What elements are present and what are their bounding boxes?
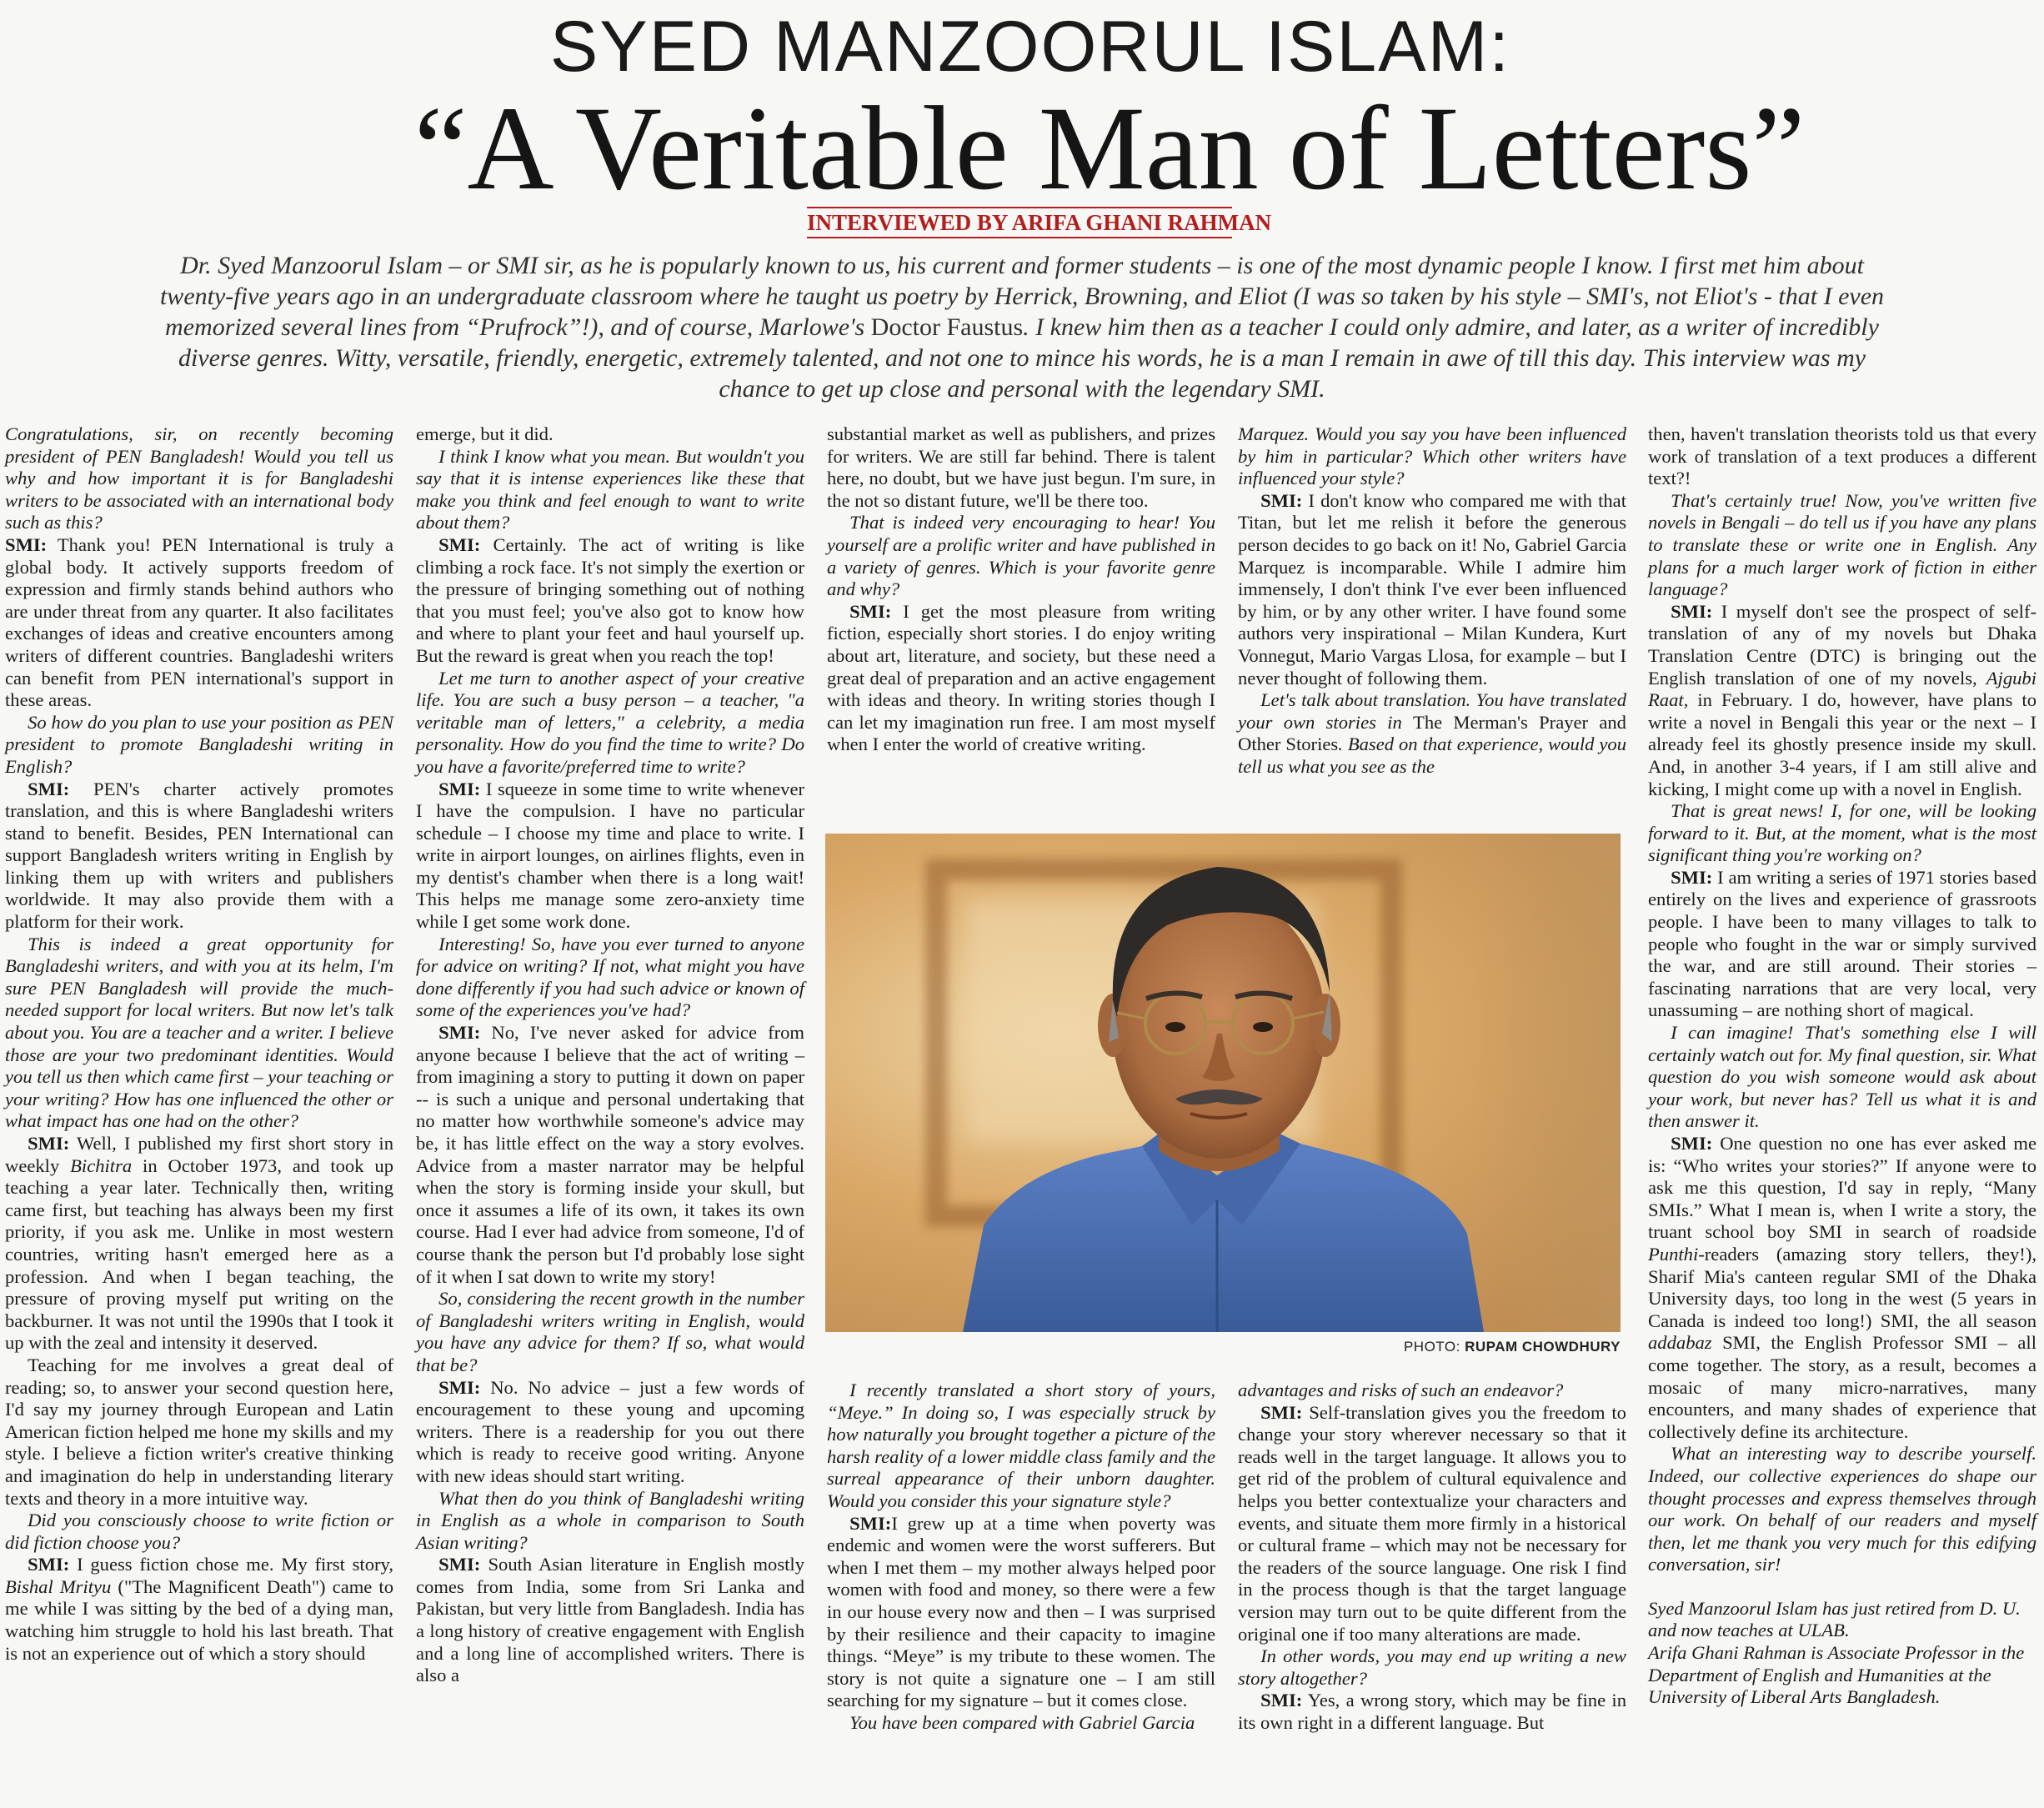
subject-name-kicker: SYED MANZOORUL ISLAM: [549,7,1511,87]
column-3-bottom [827,1380,1215,1735]
answer: SMI: No. No advice – just a few words of encouragement to these young and upcoming writers. There is a readership for you out there which is ready to receive good writing. Anyone with new ideas should start writing. [416,1376,804,1486]
answer: Teaching for me involves a great deal of reading; so, to answer your second question here, I'd say my journey through European and Latin American fiction helped me hone my skills and my style. I believe a fiction writer's creative thinking and imagination do help in understanding literary texts and theory in a more intuitive way. [5,1354,393,1509]
byline: INTERVIEWED BY ARIFA GHANI RAHMAN [807,207,1232,238]
question: That's certainly true! Now, you've written five novels in Bengali – do tell us if you have any plans to translate these or write one in English. Any plans for a much larger work of fiction in either language? [1648,489,2036,600]
question: Marquez. Would you say you have been influenced by him in particular? Which other writers have influenced your style? [1238,423,1626,489]
portrait-illustration [825,834,1621,1332]
answer: SMI: Yes, a wrong story, which may be fine in its own right in a different language. But [1238,1690,1626,1733]
author-note: Arifa Ghani Rahman is Associate Professor in the Department of English and Humanities at the University of Liberal Arts Bangladesh. [1648,1642,2025,1708]
answer: SMI: One question no one has ever asked me is: “Who writes your stories?” If anyone were to ask me this question, I'd say in reply, “Many SMIs.” What I mean is, when I write a story, the truant school boy SMI in search of roadside Punthi-readers (amazing story tellers, they!), Sharif Mia's canteen regular SMI of the Dhaka University days, too long in the west (5 years in Canada is indeed too long!) SMI, the all season addabaz SMI, the English Professor SMI – all come together. The story, as a result, becomes a mosaic of many micro-narratives, many encounters, and many shades of experience that collectively define its architecture. [1648,1133,2036,1442]
answer: SMI:I grew up at a time when poverty was endemic and women were the worst sufferers. But when I met them – my mother always helped poor women with food and money, so there were a few in our house every now and then – I was surprised by their resilience and their capacity to imagine things. “Meye” is my tribute to these women. The story is not quite a signature one – I am still searching for my signature – but it comes close. [827,1512,1215,1711]
answer: SMI: South Asian literature in English mostly comes from India, some from Sri Lanka and Pakistan, but very little from Bangladesh. India has a long history of creative engagement with English and a long line of accomplished writers. There is also a [416,1554,804,1686]
question: You have been compared with Gabriel Garcia [849,1711,1195,1733]
answer: SMI: Certainly. The act of writing is like climbing a rock face. It's not simply the exertion or the pressure of bringing something out of nothing that you must feel; you've also got to know how and where to plant your feet and haul yourself up. But the reward is great when you reach the top! [416,533,804,666]
column-3-top [827,423,1215,756]
column-1 [5,423,393,1665]
answer: SMI: I am writing a series of 1971 stories based entirely on the lives and experience of grassroots people. I have been to many villages to talk to people who fought in the war or simply survived the war, and are still around. Their stories – fascinating narrations that are very local, very unassuming – are nothing short of magical. [1648,866,2036,1021]
question: Let's talk about translation. You have translated your own stories in The Merman's Prayer and Other Stories. Based on that experience, would you tell us what you see as the [1238,689,1626,777]
question: Interesting! So, have you ever turned to anyone for advice on writing? If not, what might you have done differently if you had such advice or known of some of the experiences you've had? [416,933,804,1021]
answer: then, haven't translation theorists told us that every work of translation of a text produces a different text?! [1648,423,2036,489]
question: Did you consciously choose to write fiction or did fiction choose you? [5,1510,393,1553]
question: That is great news! I, for one, will be looking forward to it. But, at the moment, what is the most significant thing you're working on? [1648,800,2036,866]
answer: substantial market as well as publishers, and prizes for writers. We are still far behind. There is talent here, no doubt, but we have just begun. I'm sure, in the not so distant future, we'll be there too. [827,423,1215,511]
question: What an interesting way to describe yourself. Indeed, our collective experiences do shape our thought processes and express themselves through our work. On behalf of our readers and myself then, let me thank you very much for this edifying conversation, sir! [1648,1443,2036,1575]
question: In other words, you may end up writing a new story altogether? [1238,1645,1626,1689]
column-4-bottom [1238,1380,1626,1735]
question: That is indeed very encouraging to hear! You yourself are a prolific writer and have published in a variety of genres. Which is your favorite genre and why? [827,512,1215,600]
answer: SMI: I squeeze in some time to write whenever I have the compulsion. I have no particular schedule – I choose my time and place to write. I write in airport lounges, on airlines flights, even in my dentist's chamber when there is a long wait! This helps me manage some zero-anxiety time while I get some work done. [416,778,804,933]
question: What then do you think of Bangladeshi writing in English as a whole in comparison to South Asian writing? [416,1487,804,1553]
answer: emerge, but it did. [416,423,554,444]
answer: SMI: No, I've never asked for advice from anyone because I believe that the act of writing – from imagining a story to putting it down on paper -- is such a unique and personal undertaking that no matter how worthwhile someone's advice may be, it has little effect on the way a story evolves. Advice from a master narrator may be helpful when the story is forming inside your skull, but once it assumes a life of its own, it takes its own course. Had I ever had advice from someone, I'd of course thank the person but I'd probably lose sight of it when I sat down to write my story! [416,1022,804,1287]
column-4-top [1238,423,1626,779]
question: Congratulations, sir, on recently becoming president of PEN Bangladesh! Would you tell us why and how important it is for Bangladeshi writers to be associated with an international body such as this? [5,423,393,533]
answer: SMI: I guess fiction chose me. My first story, Bishal Mrityu ("The Magnificent Death") came to me while I was sitting by the bed of a dying man, watching him struggle to hold his last breath. That is not an experience out of which a story should [5,1554,393,1664]
answer: SMI: Self-translation gives you the freedom to change your story wherever necessary so that it reads well in the target language. It allows you to get rid of the problem of cultural equivalence and helps you better contextualize your characters and events, and situate them more firmly in a historical or cultural frame – which may not be necessary for the readers of the source language. One risk I find in the process though is that the target language version may turn out to be quite different from the original one if too many alterations are made. [1238,1401,1626,1645]
photo-credit: PHOTO: RUPAM CHOWDHURY [1403,1339,1621,1355]
question: I recently translated a short story of yours, “Meye.” In doing so, I was especially struck by how naturally you brought together a picture of the harsh reality of a lower middle class family and the surreal appearance of their unborn daughter. Would you consider this your signature style? [827,1380,1215,1511]
headline: “A Veritable Man of Letters” [413,83,1806,215]
question: Let me turn to another aspect of your creative life. You are such a busy person – a teacher, "a veritable man of letters," a celebrity, a media personality. How do you find the time to write? Do you have a favorite/preferred time to write? [416,667,804,777]
question: advantages and risks of such an endeavor? [1238,1380,1564,1400]
portrait-photo [825,834,1621,1332]
question: This is indeed a great opportunity for Bangladeshi writers, and with you at its helm, I'm sure PEN Bangladesh will provide the much-needed support for local writers. But now let's talk about you. You are a teacher and a writer. I believe those are your two predominant identities. Would you tell us then which came first – your teaching or your writing? How has one influenced the other or what impact has one had on the other? [5,933,393,1132]
answer: SMI: I don't know who compared me with that Titan, but let me relish it before the generous person decides to go back on it! No, Gabriel Garcia Marquez is incomparable. While I admire him immensely, I don't think I've ever been influenced by him, or by any other writer. I have found some authors very inspirational – Milan Kundera, Kurt Vonnegut, Mario Vargas Llosa, for example – but I never thought of following them. [1238,489,1626,689]
question: So how do you plan to use your position as PEN president to promote Bangladeshi writing in English? [5,711,393,777]
intro-paragraph: Dr. Syed Manzoorul Islam – or SMI sir, as he is popularly known to us, his current and former students – is one of the most dynamic people I know. I first met him about twenty-five years ago in an undergraduate classroom where he taught us poetry by Herrick, Browning, and Eliot (I was so taken by his style – SMI's, not Eliot's - that I even memorized several lines from “Prufrock”!), and of course, Marlowe's Doctor Faustus. I knew him then as a teacher I could only admire, and later, as a writer of incredibly diverse genres. Witty, versatile, friendly, energetic, extremely talented, and not one to mince his words, he is a man I remain in awe of till this day. This interview was my chance to get up close and personal with the legendary SMI. [159,252,1885,403]
answer: SMI: Thank you! PEN International is truly a global body. It actively supports freedom of expression and firmly stands behind authors who are under threat from any quarter. It also facilitates exchanges of ideas and creative encounters among writers of different countries. Bangladeshi writers can benefit from PEN international's support in these areas. [5,533,393,711]
answer: SMI: Well, I published my first short story in weekly Bichitra in October 1973, and took up teaching a year later. Technically then, writing came first, but teaching has always been my first priority, if you ask me. Unlike in most western countries, writing hasn't emerged here as a profession. And when I began teaching, the pressure of proving myself put writing on the backburner. It was not until the 1990s that I took it up with the zeal and intensity it deserved. [5,1133,393,1354]
answer: SMI: PEN's charter actively promotes translation, and this is where Bangladeshi writers stand to benefit. Besides, PEN International can support Bangladesh writers writing in English by linking them up with writers and publishers worldwide. It may also provide them with a platform for their work. [5,778,393,933]
answer: SMI: I get the most pleasure from writing fiction, especially short stories. I do enjoy writing about art, literature, and society, but these need a great deal of preparation and an active engagement with ideas and theory. In writing stories though I can let my imagination run free. I am most myself when I enter the world of creative writing. [827,600,1215,755]
column-2 [416,423,804,1687]
question: So, considering the recent growth in the number of Bangladeshi writers writing in English, would you have any advice for them? If so, what would that be? [416,1288,804,1375]
question: I think I know what you mean. But wouldn't you say that it is intense experiences like these that make you think and feel enough to want to write about them? [416,445,804,533]
author-note: Syed Manzoorul Islam has just retired from D. U. and now teaches at ULAB. [1648,1597,2021,1641]
answer: SMI: I myself don't see the prospect of self-translation of any of my novels but Dhaka Translation Centre (DTC) is bringing out the English translation of one of my novels, Ajgubi Raat, in February. I do, however, have plans to write a novel in Bengali this year or the next – I already feel its ghostly presence inside my skull. And, in another 3-4 years, if I am still alive and kicking, I might come up with a novel in English. [1648,600,2036,799]
question: I can imagine! That's something else I will certainly watch out for. My final question, sir. What question do you wish someone would ask about your work, but never has? Tell us what it is and then answer it. [1648,1022,2036,1132]
column-5 [1648,423,2036,1709]
intro-work-title: Doctor Faustus [870,313,1024,341]
